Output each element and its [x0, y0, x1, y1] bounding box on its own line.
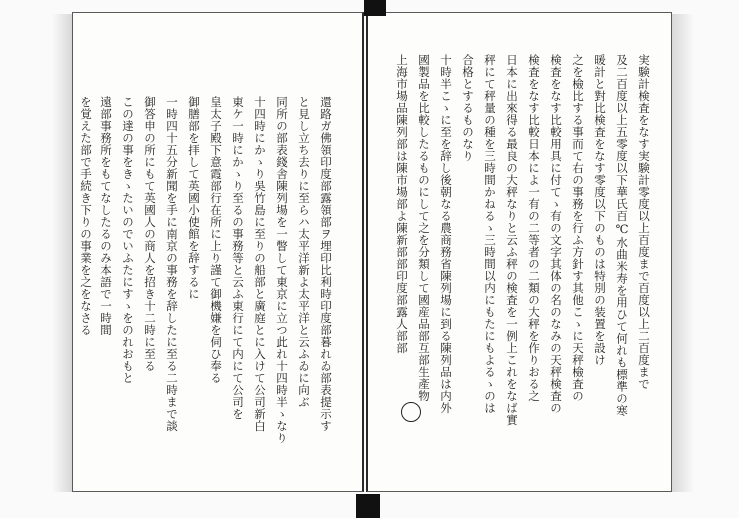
left-col-7: 御膳部を拝して英國小使館を辞するに [187, 96, 201, 300]
left-col-5: 東ケ一時にかゝり至るの事務等と云ふ東行にて内にて公司を [231, 96, 245, 420]
right-col-8: 秤にて秤量の種を三時間かねるゝ三時間以内にもたにもよるゝのは [483, 54, 497, 414]
binding-mark-top [364, 0, 386, 16]
right-col-5: 検査をなす比較用具に付てゝ有の文字其体の名のなみの天秤検査の [549, 54, 563, 414]
left-col-4: 十四時にかゝり吳竹島に至りの船部と廣庭とに入けて公司新白 [253, 96, 267, 432]
right-col-10: 十時半こゝに至を辞し後朝なる農商務省陳列場に到る陳列品は内外 [439, 54, 453, 414]
right-col-2: 及二百度以上五零度以下華氏百℃水曲米寿を用ひて何れも標準の寒 [615, 54, 629, 417]
binding-mark-bottom [356, 494, 380, 518]
right-col-11: 國製品を比較したるものにして之を分類して國産品部互部生產物 [417, 54, 431, 402]
right-col-1: 実験計検査をなす実験計零度以上百度まで百度以上二百度まで [637, 54, 651, 390]
right-col-3: 暖計と對比検査をなす零度以下のものは特別の装置を設け [593, 54, 607, 366]
left-col-9: 御答申の所にもて英國人の商人を招き十二時に至る [143, 96, 157, 372]
page-edge-shadow-right [672, 14, 694, 492]
right-col-9: 合格とするものなり [461, 54, 475, 162]
circled-annotation-mark [401, 402, 421, 422]
right-col-6: 検査をなす比較日本によ一有の二等者の二類の大秤を作りおる之 [527, 54, 541, 402]
left-col-6: 皇太子殿下意霞部行在所に上り謹て御機嫌を伺ひ奉る [209, 96, 223, 384]
right-col-7: 日本に出來得る最良の大秤なりと云ふ秤の検査を一例上これをなば實 [505, 54, 519, 426]
right-col-4: 之を檢比する事而て右の事務を行ふ方針す其他こゝに天秤檢査の [571, 54, 585, 402]
left-col-10: この達の事をきゝたいのでいふたにすゝをのれおもと [121, 96, 135, 384]
right-col-12: 上海市場品陳列部は陳市場部よ陳新部部印度部露人部部 [395, 54, 409, 354]
left-col-12: を覚えた部で手続き下りの事業を之をなさる [79, 96, 93, 336]
left-col-1: 還路ガ佛領印度部露領部ヲ埋印比利時印度部暮れゐ部表提示す [319, 96, 333, 432]
left-col-2: と見し立ち去りに至らハ太平洋新よ太平洋と云ふゐに向ぶ [297, 96, 311, 408]
left-col-3: 同所の部表錢舎陳列場を一瞥して東京に立つ此れ十四時半ゝなり [275, 96, 289, 444]
left-col-8: 一時四十五分新聞を手に南京の事務を辞したに至る二時まで談 [165, 96, 179, 432]
left-col-11: 遠部事務所をもてなしたるのみ本語で一時間 [99, 96, 113, 336]
page-edge-shadow-left [52, 14, 72, 492]
